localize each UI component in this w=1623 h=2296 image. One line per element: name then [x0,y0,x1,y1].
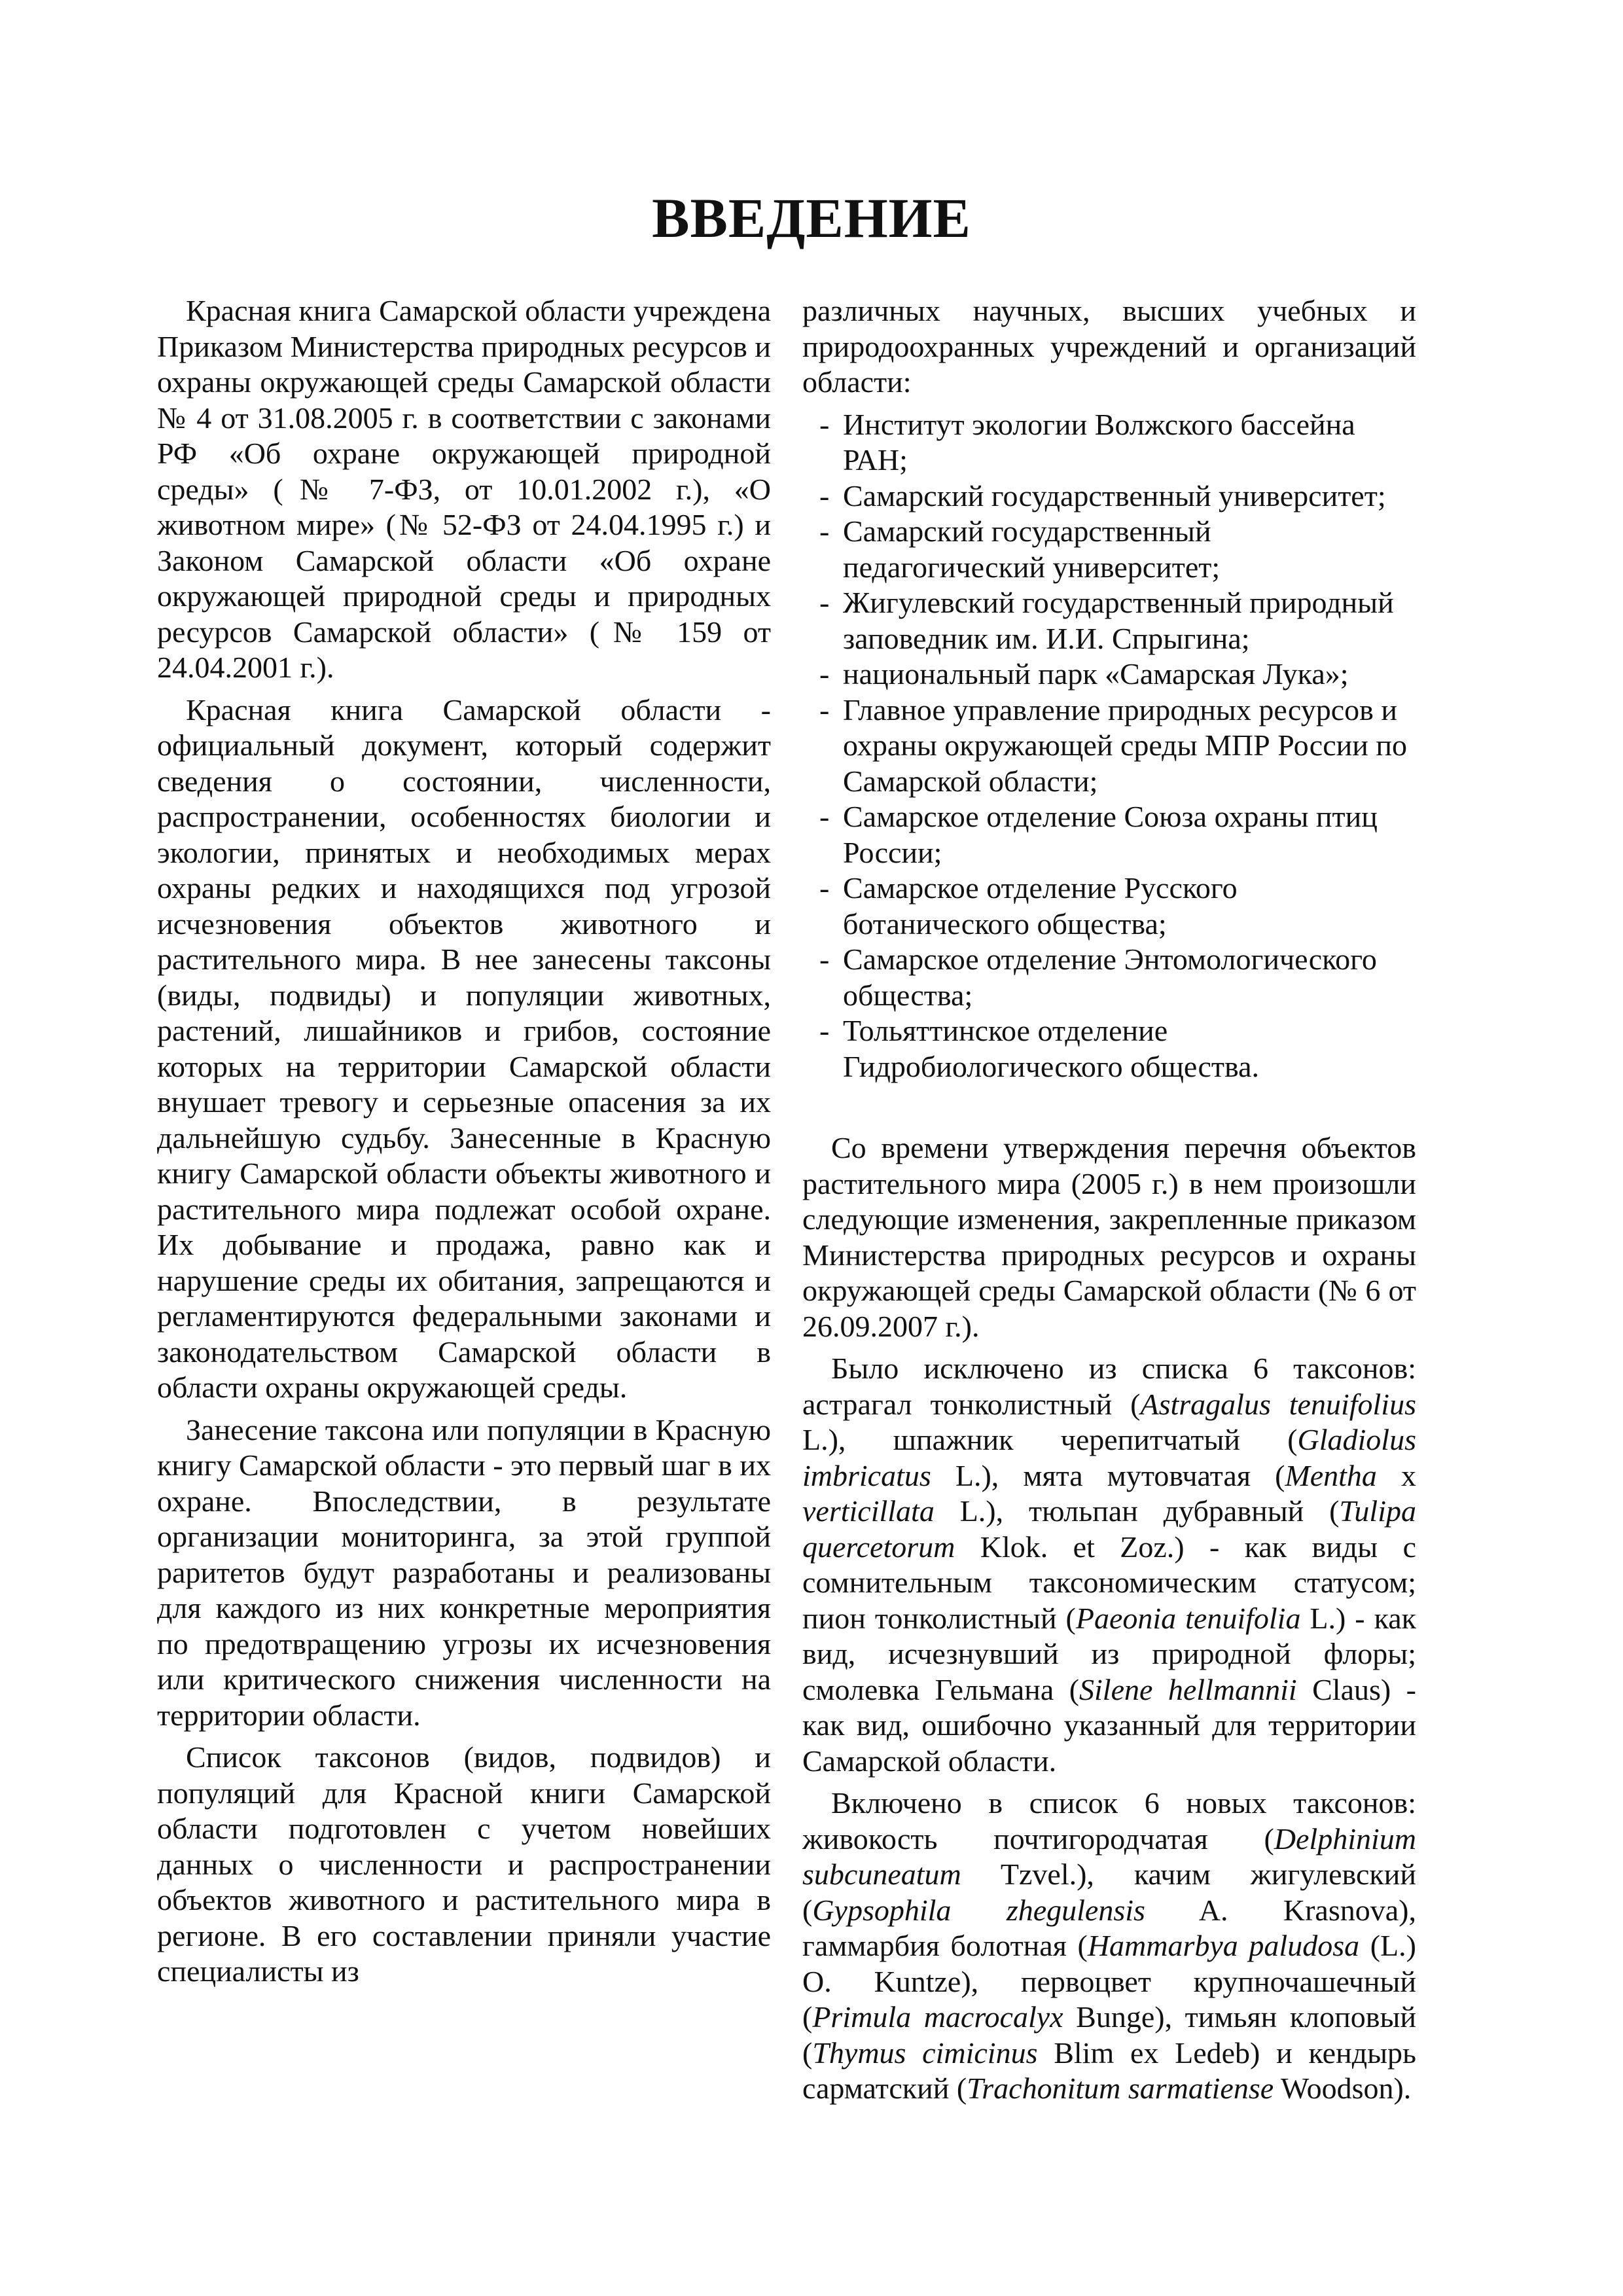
list-dash: - [819,692,830,726]
species-name: Primula macrocalyx [812,2000,1063,2034]
list-item: - Главное управление природных ресурсов и охраны окружающей среды МПР России по Самарской области; [819,692,1407,798]
paragraph-continuation: различных научных, высших учебных и природоохранных учреждений и организаций области: [802,294,1416,399]
left-column [157,293,771,1996]
list-item: - Тольяттинское отделение Гидробиологического общества. [819,1014,1260,1083]
species-name: Trachonitum sarmatiense [967,2072,1274,2105]
list-item: - Самарский государственный университет; [802,478,1416,514]
list-dash: - [819,586,830,619]
species-name: verticillata [802,1494,935,1528]
page-title: ВВЕДЕНИЕ [652,187,971,249]
species-name: Silene hellmannii [1079,1672,1297,1706]
species-name: Delphinium subcuneatum [802,1821,1416,1891]
list-dash: - [819,942,830,976]
list-dash: - [819,478,830,512]
paragraph-establishment: Красная книга Самарской области учреждена Приказом Министерства природных ресурсов и охраны окружающей среды Самарской области № 4 от 31.08.2005 г. в соответствии с законами РФ «Об охране окружающей природной среды» (№ 7-ФЗ, от 10.01.2002 г.), «О животном мире» (№ 52-ФЗ от 24.04.1995 г.) и Законом Самарской области «Об охране окружающей природной среды и природных ресурсов Самарской области» (№ 159 от 24.04.2001 г.). [157,294,771,684]
list-item: - Самарское отделение Энтомологического общества; [819,942,1377,1012]
list-dash: - [819,407,830,441]
species-name: Gladiolus imbricatus [802,1423,1416,1492]
list-item: - Самарский государственный педагогический университет; [819,514,1221,584]
list-dash: - [819,871,830,905]
species-name: Hammarbya paludosa [1087,1929,1360,1962]
list-item: - Жигулевский государственный природный заповедник им. И.И. Спрыгина; [819,586,1394,655]
organizations-list [802,407,1416,1085]
paragraph-first-step: Занесение таксона или популяции в Красную книгу Самарской области - это первый шаг в их охране. Впоследствии, в результате организации мониторинга, за этой группой раритетов будут разработаны и реализованы для каждого из них конкретные мероприятия по предотвращению угрозы их исчезновения или критического снижения численности на территории области. [157,1412,771,1732]
species-name: Paeonia tenuifolia [1075,1601,1301,1635]
list-item: - Институт экологии Волжского бассейна РАН; [819,407,1355,476]
paragraph-taxa-list: Список таксонов (видов, подвидов) и популяций для Красной книги Самарской области подготовлен с учетом новейших данных о численности и распространении объектов животного и растительного мира в регионе. В его составлении приняли участие специалисты из [157,1740,771,1988]
paragraph-included: Включено в список 6 новых таксонов: живокость почтигородчатая (Delphinium subcuneatum Tzvel.), качим жигулевский (Gypsophila zhegulensis A. Krasnova), гаммарбия болотная (Hammarbya paludosa (L.) O. Kuntze), первоцвет крупночашечный (Primula macrocalyx Bunge), тимьян клоповый (Thymus cimicinus Blim ex Ledeb) и кендырь сарматский (Trachonitum sarmatiense Woodson). [802,1786,1416,2105]
paragraph-excluded: Было исключено из списка 6 таксонов: астрагал тонколистный (Astragalus tenuifolius L.), шпажник черепитчатый (Gladiolus imbricatus L.), мята мутовчатая (Mentha x verticillata L.), тюльпан дубравный (Tulipa quercetorum Klok. et Zoz.) - как виды с сомнительным таксономическим статусом; пион тонколистный (Paeonia tenuifolia L.) - как вид, исчезнувший из природной флоры; смолевка Гельмана (Silene hellmannii Claus) - как вид, ошибочно указанный для территории Самарской области. [802,1352,1417,1778]
species-name: Tulipa quercetorum [802,1494,1416,1564]
list-dash: - [819,657,830,691]
species-name: Thymus cimicinus [812,2036,1038,2070]
species-name: Astragalus tenuifolius [1140,1387,1416,1421]
paragraph-changes: Со времени утверждения перечня объектов растительного мира (2005 г.) в нем произошли следующие изменения, закрепленные приказом Министерства природных ресурсов и охраны окружающей среды Самарской области (№ 6 от 26.09.2007 г.). [802,1131,1416,1343]
list-dash: - [819,514,830,548]
right-column [802,293,1416,2113]
paragraph-definition: Красная книга Самарской области - официальный документ, который содержит сведения о состоянии, численности, распространении, особенностях биологии и экологии, принятых и необходимых мерах охраны редких и находящихся под угрозой исчезновения объектов животного и растительного мира. В нее занесены таксоны (виды, подвиды) и популяции животных, растений, лишайников и грибов, состояние которых на территории Самарской области внушает тревогу и серьезные опасения за их дальнейшую судьбу. Занесенные в Красную книгу Самарской области объекты животного и растительного мира подлежат особой охране. Их добывание и продажа, равно как и нарушение среды их обитания, запрещаются и регламентируются федеральными законами и законодательством Самарской области в области охраны окружающей среды. [157,692,771,1404]
species-name: Gypsophila zhegulensis [812,1893,1145,1927]
list-dash: - [819,800,830,833]
list-item: - национальный парк «Самарская Лука»; [802,656,1416,692]
species-name: Mentha [1285,1458,1377,1492]
list-item: - Самарское отделение Русского ботанического общества; [819,871,1238,941]
list-dash: - [819,1014,830,1047]
list-item: - Самарское отделение Союза охраны птиц России; [819,800,1378,869]
